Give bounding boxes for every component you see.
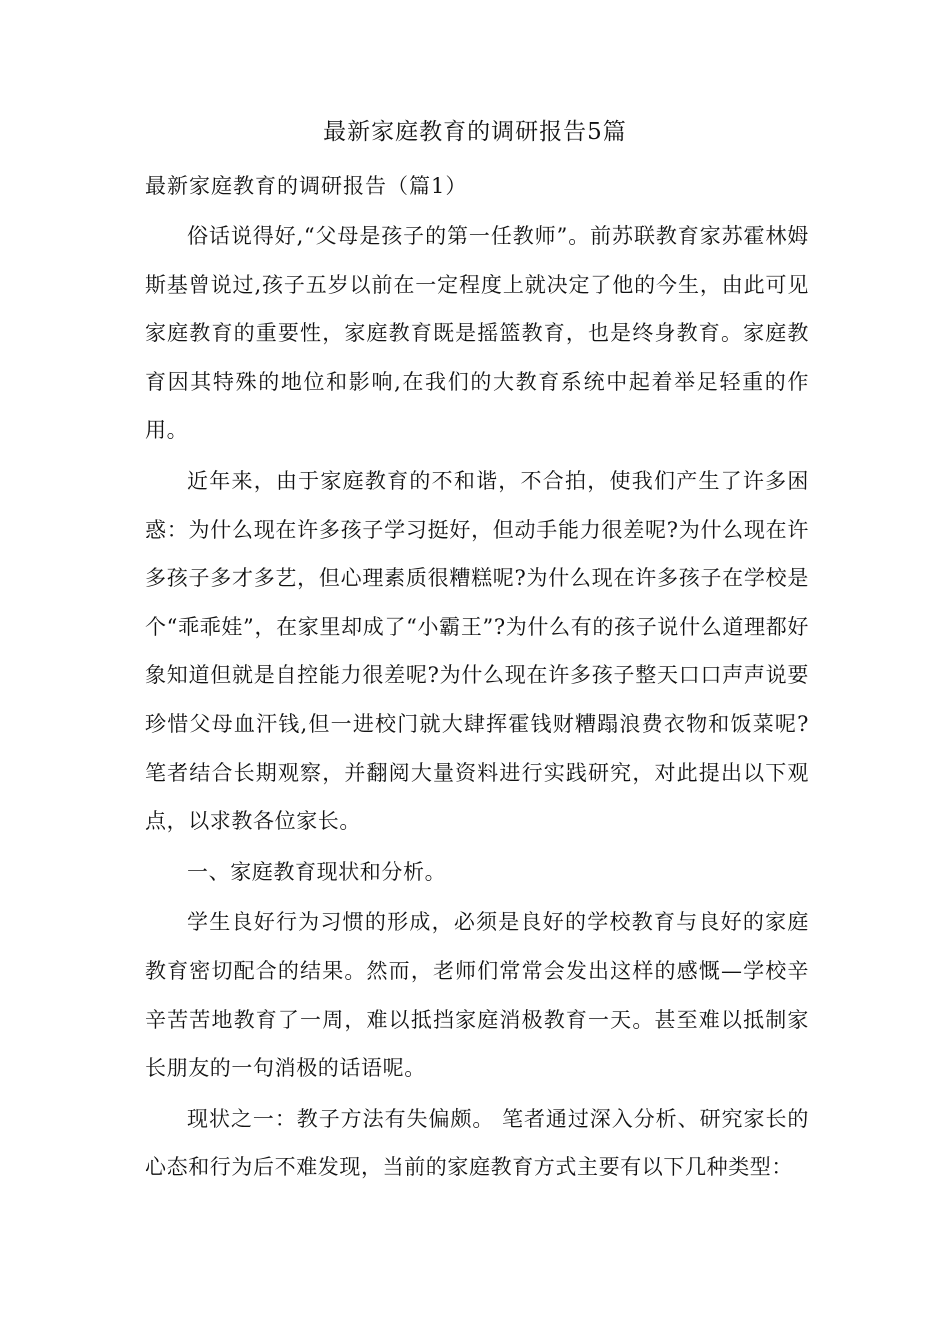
section-heading: 最新家庭教育的调研报告（篇1）: [145, 174, 468, 198]
paragraph-status-one: 现状之一：教子方法有失偏颇。 笔者通过深入分析、研究家长的心态和行为后不难发现，当前的家庭教育方式主要有以下几种类型：: [145, 1106, 809, 1180]
paragraph-subheading: 一、家庭教育现状和分析。: [187, 859, 447, 884]
document-title: 最新家庭教育的调研报告5篇: [323, 119, 627, 145]
document-body: [145, 212, 809, 1194]
paragraph-habits: 学生良好行为习惯的形成，必须是良好的学校教育与良好的家庭教育密切配合的结果。然而，老师们常常会发出这样的感慨—学校辛辛苦苦地教育了一周，难以抵挡家庭消极教育一天。甚至难以抵制家长朋友的一句消极的话语呢。: [145, 910, 809, 1081]
paragraph-questions: 近年来，由于家庭教育的不和谐，不合拍，使我们产生了许多困惑：为什么现在许多孩子学习挺好，但动手能力很差呢?为什么现在许多孩子多才多艺，但心理素质很糟糕呢?为什么现在许多孩子在学校是个“乖乖娃”，在家里却成了“小霸王”?为什么有的孩子说什么道理都好象知道但就是自控能力很差呢?为什么现在许多孩子整天口口声声说要珍惜父母血汗钱,但一进校门就大肆挥霍钱财糟蹋浪费衣物和饭菜呢?笔者结合长期观察，并翻阅大量资料进行实践研究，对此提出以下观点，以求教各位家长。: [145, 468, 809, 834]
paragraph-intro: 俗话说得好,“父母是孩子的第一任教师”。前苏联教育家苏霍林姆斯基曾说过,孩子五岁以前在一定程度上就决定了他的今生，由此可见家庭教育的重要性，家庭教育既是摇篮教育，也是终身教育。家庭教育因其特殊的地位和影响,在我们的大教育系统中起着举足轻重的作用。: [145, 224, 809, 443]
